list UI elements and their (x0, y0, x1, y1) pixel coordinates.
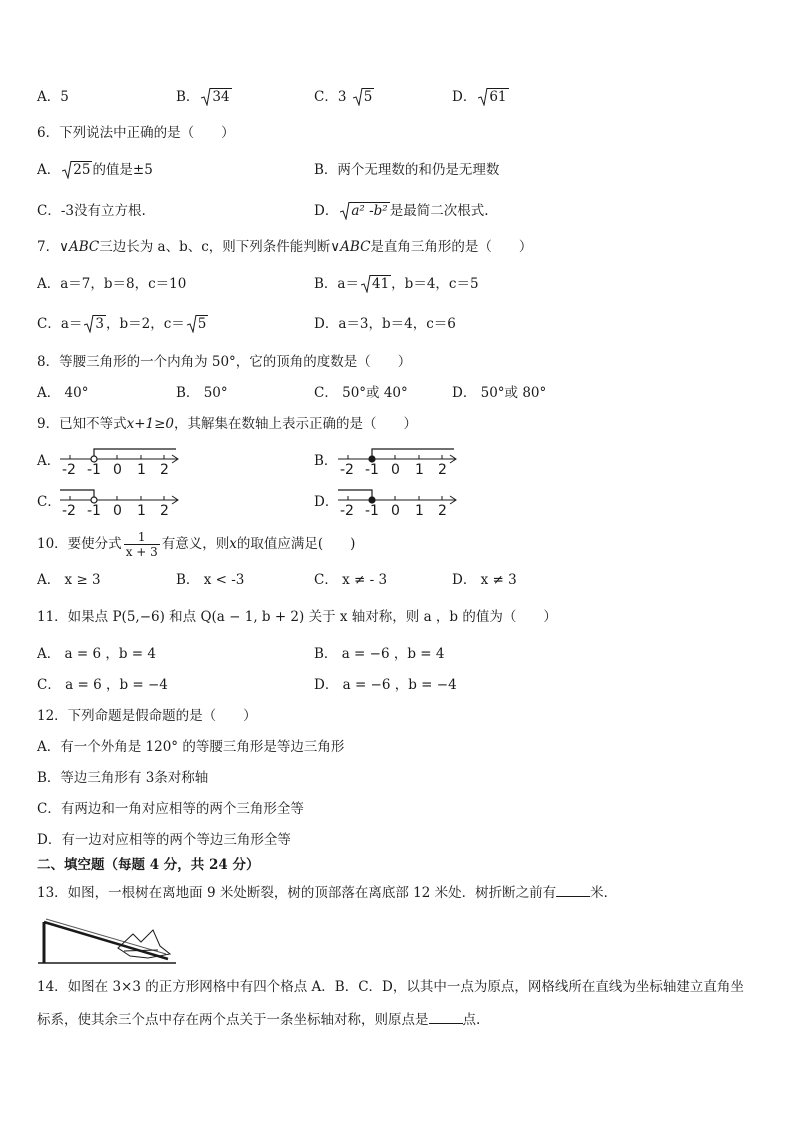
q14-line1: 14．如图在 3×3 的正方形网格中有四个格点 A．B．C．D，以其中一点为原点，网格线所在直线为坐标轴建立直角坐 (37, 979, 744, 995)
q12-option-b: B．等边三角形有 3条对称轴 (37, 770, 209, 786)
q12-stem: 12．下列命题是假命题的是（ ） (37, 708, 257, 724)
number-line-c: -2 -1 0 1 2 (60, 487, 182, 523)
q10-option-a: A． x ≥ 3 (37, 572, 101, 588)
q5-option-a: A．5 (37, 89, 69, 105)
q12-option-c: C．有两边和一角对应相等的两个三角形全等 (37, 801, 304, 817)
q5-option-b: B． 34 (176, 86, 232, 108)
sqrt-symbol: 61 (478, 86, 508, 108)
q11-option-a: A． a = 6 ，b = 4 (37, 646, 156, 662)
q13-stem: 13．如图，一根树在离地面 9 米处断裂，树的顶部落在离底部 12 米处．树折断之前有 米． (37, 882, 617, 904)
q11-option-d: D． a = −6 ，b = −4 (314, 677, 457, 693)
section-heading: 二、填空题（每题 4 分，共 24 分） (37, 857, 260, 873)
number-line-a: -2 -1 0 1 2 (60, 446, 182, 482)
q12-option-a: A．有一个外角是 120° 的等腰三角形是等边三角形 (37, 739, 345, 755)
q9-option-a-label: A． (37, 453, 61, 469)
q8-option-b: B． 50° (176, 385, 228, 401)
fraction: $\frac{1}{x + 3}$ (125, 530, 158, 559)
sqrt-symbol: 5 (353, 86, 375, 108)
q7-option-b: B．a＝ 41 ，b＝4，c＝5 (314, 276, 479, 292)
broken-tree-figure (38, 910, 178, 966)
q10-stem: 10．要使分式 $\frac{1}{x + 3}$ 有意义，则x的取值应满足( ) (37, 530, 356, 559)
number-line-d: -2 -1 0 1 2 (338, 487, 460, 523)
q5-option-c: C．3 5 (314, 86, 374, 108)
q6-option-b: B．两个无理数的和仍是无理数 (314, 162, 500, 178)
q8-stem: 8．等腰三角形的一个内角为 50°，它的顶角的度数是（ ） (37, 354, 412, 370)
q11-option-b: B． a = −6 ，b = 4 (314, 646, 445, 662)
q7-option-d: D．a＝3，b＝4，c＝6 (314, 316, 456, 332)
q6-option-a: A． 25 的值是±5 (37, 162, 153, 178)
q9-stem: 9．已知不等式x+1≥0，其解集在数轴上表示正确的是（ ） (37, 416, 418, 432)
q8-option-a: A． 40° (37, 385, 89, 401)
q7-option-c: C．a＝ 3 ，b＝2，c＝ 5 (37, 316, 207, 332)
q11-option-c: C． a = 6 ，b = −4 (37, 677, 168, 693)
number-line-b: -2 -1 0 1 2 (338, 446, 460, 482)
q5-option-d: D． 61 (452, 86, 509, 108)
sqrt-symbol: 34 (201, 86, 231, 108)
q12-option-d: D．有一边对应相等的两个等边三角形全等 (37, 832, 291, 848)
q7-option-a: A．a＝7，b＝8，c＝10 (37, 276, 187, 292)
q6-option-d: D． a² -b² 是最简二次根式. (314, 203, 489, 219)
q8-option-c: C． 50°或 40° (314, 385, 408, 401)
q7-stem: 7．∨ABC三边长为 a、b、c，则下列条件能判断∨ABC是直角三角形的是（ ） (37, 239, 533, 255)
answer-blank (429, 1009, 463, 1024)
q11-stem: 11．如果点 P(5,−6) 和点 Q(a − 1, b + 2) 关于 x 轴对称，则 a ，b 的值为（ ） (37, 609, 557, 625)
q10-option-d: D． x ≠ 3 (452, 572, 517, 588)
answer-blank (556, 882, 590, 897)
q10-option-c: C． x ≠ - 3 (314, 572, 388, 588)
q10-option-b: B． x < -3 (176, 572, 245, 588)
q8-option-d: D． 50°或 80° (452, 385, 547, 401)
q9-option-d-label: D． (314, 494, 339, 510)
q9-option-c-label: C． (37, 494, 61, 510)
q6-option-c: C．-3没有立方根. (37, 203, 146, 219)
q9-option-b-label: B． (314, 453, 338, 469)
q14-line2: 标系，使其余三个点中存在两个点关于一条坐标轴对称，则原点是 点. (37, 1009, 480, 1031)
q6-stem: 6．下列说法中正确的是（ ） (37, 125, 235, 141)
